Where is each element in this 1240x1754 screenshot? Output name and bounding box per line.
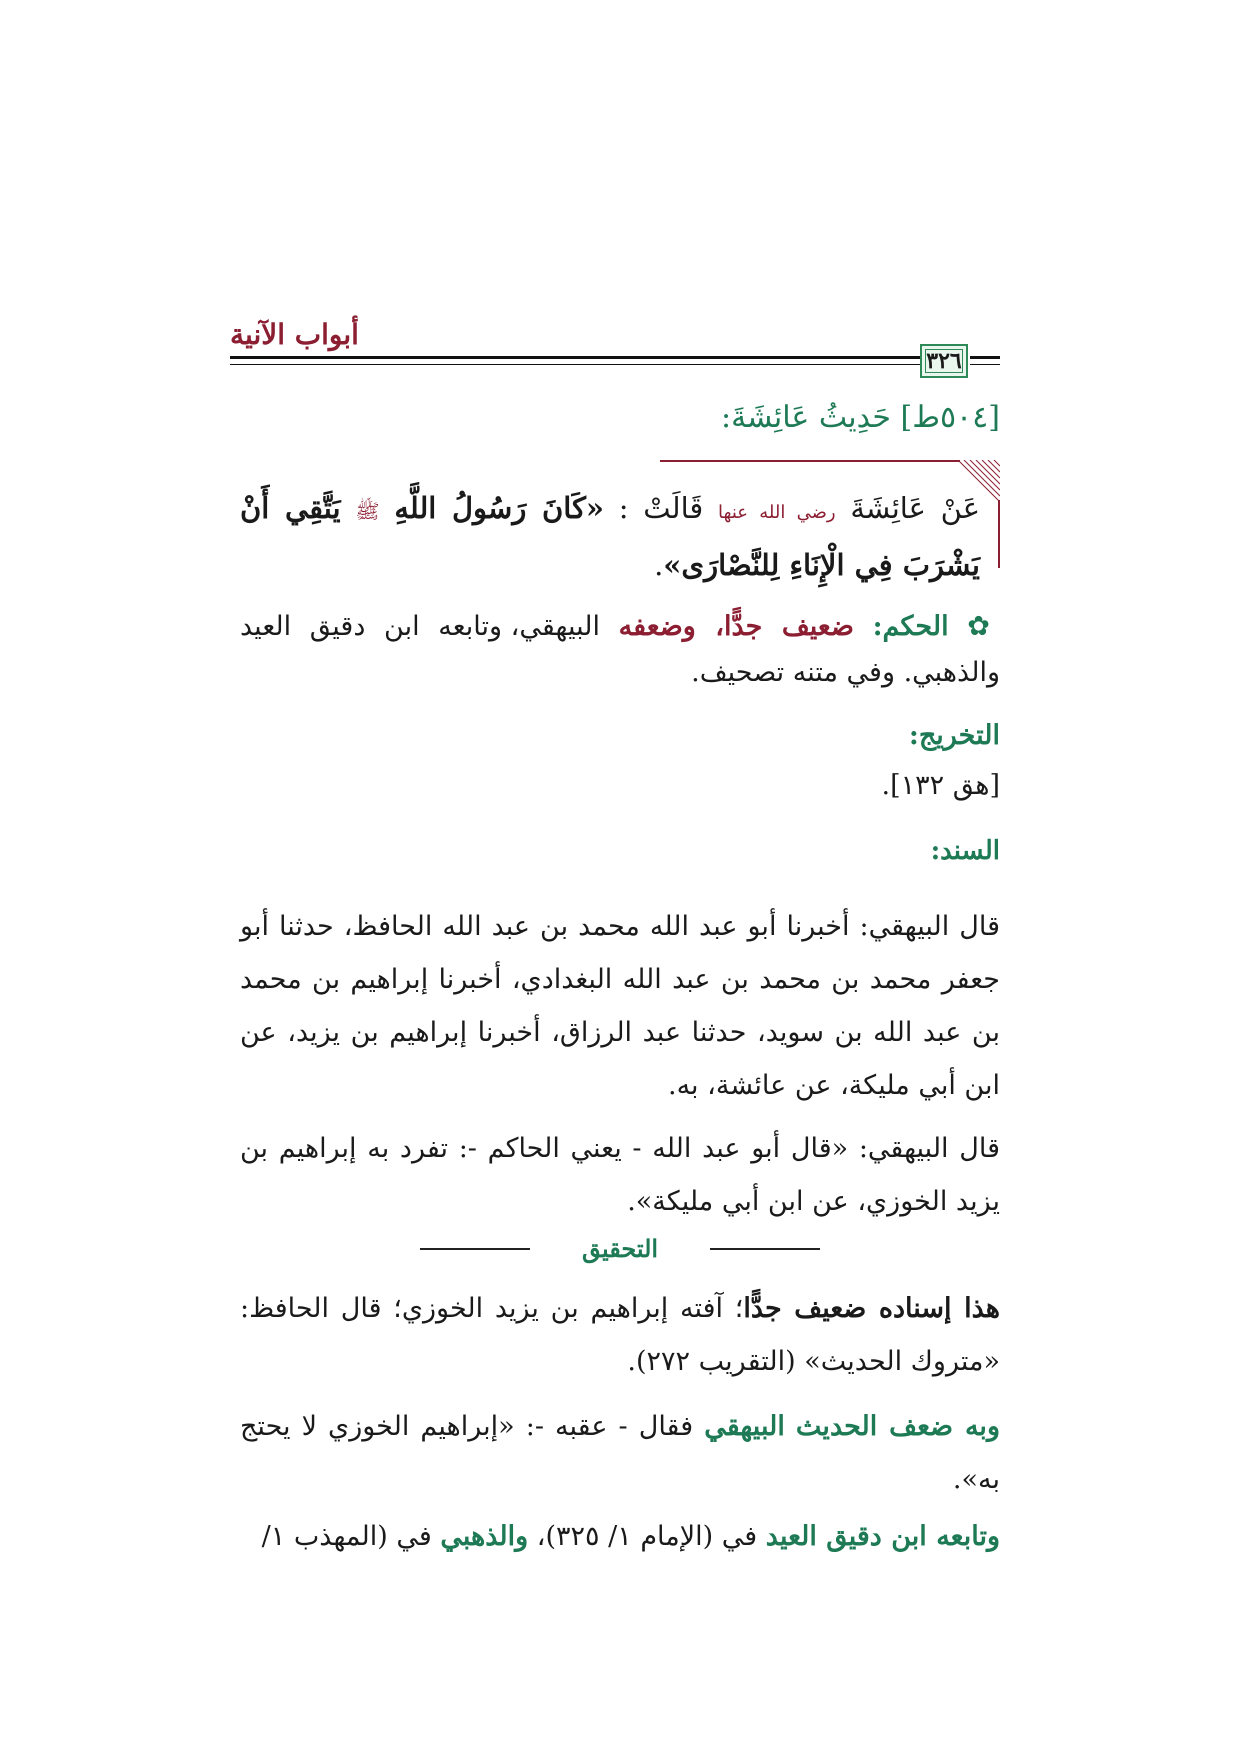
page-number: ٣٢٦ (926, 348, 962, 374)
ruling-verdict: ضعيف جدًّا، وضعفه (618, 611, 854, 642)
tahqiq-paragraph-1 (240, 1282, 1000, 1388)
sanad-heading: السند: (930, 836, 1000, 866)
honorific-radiallah: رضي الله عنها (718, 502, 836, 523)
section-heading: [٥٠٤ط] حَدِيثُ عَائِشَةَ: (720, 400, 1000, 435)
chapter-title: أبواب الآنية (230, 318, 359, 351)
tahqiq-2-bold-2: البيهقي (704, 1411, 785, 1442)
tahqiq-3-rest: في (المهذب ١/ (261, 1521, 432, 1552)
hadith-box (240, 460, 1000, 582)
honorific-salla: ﷺ (355, 499, 380, 523)
hadith-matn-2: يَتَّقِي أَنْ يَشْرَبَ فِي الْإِنَاءِ لِلنَّصْارَى» (240, 491, 980, 582)
sanad-paragraph-1: قال البيهقي: أخبرنا أبو عبد الله محمد بن عبد الله الحافظ، حدثنا أبو جعفر محمد بن محمد بن عبد الله البغدادي، أخبرنا إبراهيم بن محمد بن عبد الله بن سويد، حدثنا عبد الرزاق، أخبرنا إبراهيم بن يزيد، عن ابن أبي مليكة، عن عائشة، به. (240, 911, 1000, 1101)
page-number-badge (920, 344, 968, 378)
header-rule-bottom (230, 364, 920, 365)
divider-line-right (710, 1248, 820, 1250)
tahqiq-paragraph-3 (240, 1510, 1000, 1563)
hadith-said: قَالَتْ : (618, 491, 704, 525)
ruling-flower-icon: ✿ (967, 611, 1000, 642)
ruling-label: الحكم: (872, 611, 949, 642)
ruling-paragraph (240, 604, 1000, 696)
hadith-text (240, 482, 980, 591)
tahqiq-divider (420, 1234, 820, 1264)
tahqiq-3-mid: في (الإمام ١/ ٣٢٥)، (536, 1521, 758, 1552)
tahqiq-label: التحقيق (581, 1234, 659, 1263)
hadith-top-line (660, 460, 960, 462)
tahqiq-paragraph-2 (240, 1400, 1000, 1506)
ruling-rest: البيهقي، وتابعه ابن دقيق العيد والذهبي. وفي متنه تصحيف. (240, 611, 1000, 688)
takhrij-reference: [هق ١٣٢]. (881, 770, 1000, 801)
hadith-intro: عَنْ عَائِشَةَ (850, 491, 981, 525)
takhrij-heading: التخريج: (908, 720, 1000, 751)
header-rule-top (230, 356, 920, 359)
header-rule-right-bottom (970, 364, 1000, 365)
divider-line-left (420, 1248, 530, 1250)
tahqiq-1-rest: ؛ آفته إبراهيم بن يزيد الخوزي؛ قال الحافظ: «متروك الحديث» (التقريب ٢٧٢). (240, 1293, 1000, 1377)
hadith-matn-1: «كَانَ رَسُولُ اللَّهِ (394, 491, 605, 525)
tahqiq-3-bold-2: والذهبي (440, 1521, 529, 1552)
header-rule-right-top (970, 356, 1000, 359)
sanad-paragraph-2: قال البيهقي: «قال أبو عبد الله - يعني الحاكم -: تفرد به إبراهيم بن يزيد الخوزي، عن ابن أبي مليكة». (240, 1133, 1000, 1217)
tahqiq-2-rest: فقال - عقبه -: «إبراهيم الخوزي لا يحتج به». (240, 1411, 1000, 1495)
tahqiq-1-bold: هذا إسناده ضعيف جدًّا (743, 1293, 1000, 1324)
tahqiq-2-bold-1: وبه ضعف الحديث (795, 1411, 1000, 1442)
hadith-end: . (654, 548, 664, 582)
tahqiq-3-bold-1: وتابعه ابن دقيق العيد (765, 1521, 1000, 1552)
